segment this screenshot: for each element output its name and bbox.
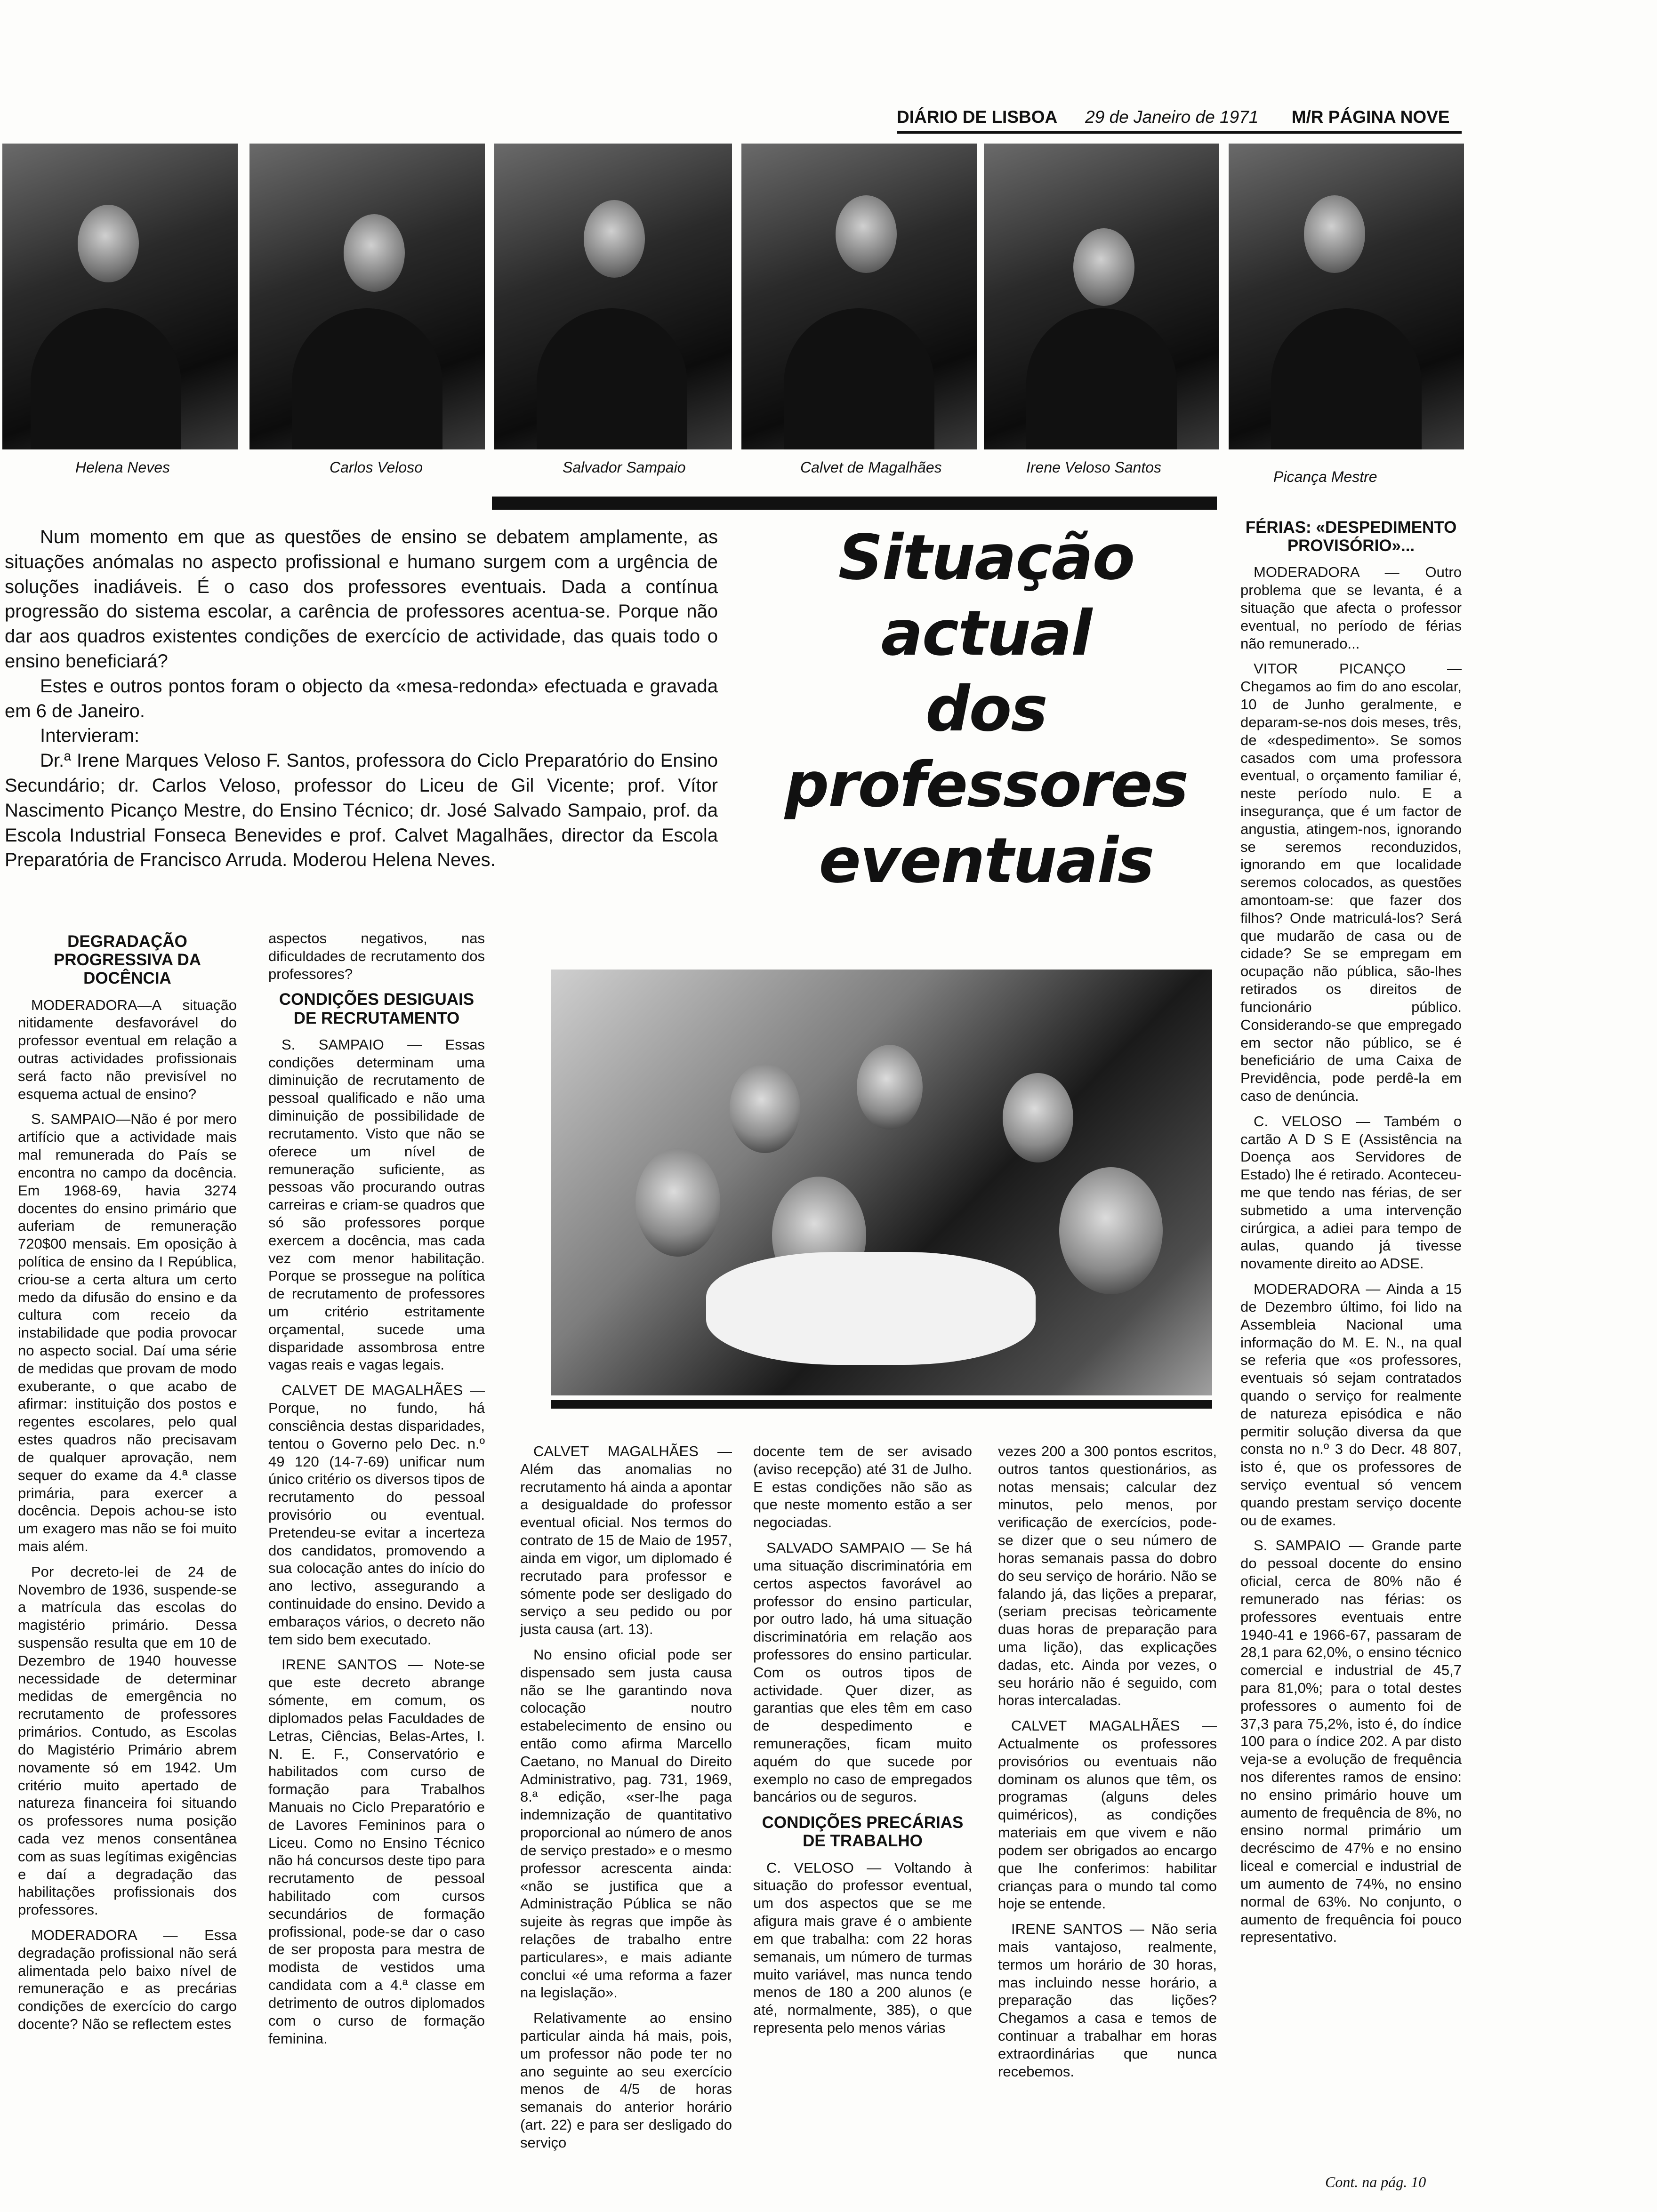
headline-line: actual — [881, 597, 1092, 670]
photo-caption: Calvet de Magalhães — [800, 459, 942, 476]
newspaper-name: DIÁRIO DE LISBOA — [897, 107, 1057, 127]
paragraph: VITOR PICANÇO — Chegamos ao fim do ano escolar, 10 de Junho geralmente, e deparam-se-nos dois meses, três, de «despedimento». Se somos casados com uma professora eventual, o orçamento familiar é, neste período nulo. E a insegurança, que é um factor de angustia, atingem-nos, ignorando se seremos reconduzidos, ignorando em que localidade seremos colocados, as questões amontoam-se: que fazer dos filhos? Onde matriculá-los? Será que mudarão de casa ou de cidade? Se se empregam em ocupação não pública, são-lhes retirados os direitos de funcionário público. Considerando-se que empregado em sector não público, se é beneficiário de uma Caixa de Previdência, pode perdê-la em caso de denúncia. — [1240, 660, 1462, 1104]
headline-line: Situação — [838, 521, 1134, 594]
paragraph: IRENE SANTOS — Note-se que este decreto abrange sómente, em comum, os diplomados pelas Faculdades de Letras, Ciências, Belas-Artes, I. N. E. F., Conservatório e habilitados com curso de formação para Trabalhos Manuais no Ciclo Preparatório e de Lavores Femininos para o Liceu. Como no Ensino Técnico não há concursos deste tipo para recrutamento de pessoal habilitado com cursos secundários de formação profissional, pode-se dar o caso de ser proposta para mestra de modista de vestidos uma candidata com a 4.ª classe em detrimento de outros diplomados com o curso de formação feminina. — [268, 1656, 485, 2047]
intro-paragraph: Intervieram: — [40, 725, 140, 746]
photo-rule — [551, 1400, 1212, 1409]
section-heading: CONDIÇÕES PRECÁRIAS DE TRABALHO — [762, 1813, 964, 1851]
column-2 — [268, 930, 485, 2055]
photo-caption: Irene Veloso Santos — [1026, 459, 1161, 476]
section-heading: CONDIÇÕES DESIGUAIS DE RECRUTAMENTO — [279, 990, 475, 1027]
paragraph: S. SAMPAIO—Não é por mero artifício que a actividade mais mal remunerada do País se encontra no campo da docência. Em 1968-69, havia 3274 docentes do ensino primário que auferiam de remuneração 720$00 mensais. Em oposição à política de ensino da I República, criou-se a certa altura um certo medo da difusão do ensino e da cultura com receio da instabilidade que podia provocar no aspecto social. Daí uma série de medidas que provam de modo exuberante, o que acabo de afirmar: instituição dos postos e regentes escolares, pelo qual estes quadros não precisavam de qualquer aprovação, nem sequer do exame da 4.ª classe primária, para exercer a docência. Depois achou-se isto um exagero mas não se foi muito mais além. — [18, 1111, 237, 1555]
intro-paragraph: Dr.ª Irene Marques Veloso F. Santos, professora do Ciclo Preparatório do Ensino Secundário; dr. Carlos Veloso, professor do Liceu de Gil Vicente; prof. Vítor Nascimento Picanço Mestre, do Ensino Técnico; dr. José Salvado Sampaio, prof. da Escola Industrial Fonseca Benevides e prof. Calvet Magalhães, director da Escola Preparatória de Francisco Arruda. Moderou Helena Neves. — [5, 750, 718, 871]
paragraph: CALVET DE MAGALHÃES — Porque, no fundo, há consciência destas disparidades, tentou o Governo pelo Dec. n.º 49 120 (14-7-69) unificar num único critério os diversos tipos de recrutamento do pessoal provisório ou eventual. Pretendeu-se evitar a incerteza dos candidatos, promovendo a sua colocação antes do início do ano lectivo, assegurando a continuidade do ensino. Devido a embaraços vários, o decreto não tem sido bem executado. — [268, 1382, 485, 1648]
photo-caption: Carlos Veloso — [330, 459, 423, 476]
paragraph: C. VELOSO — Voltando à situação do professor eventual, um dos aspectos que se me afigura mais grave é o ambiente em que trabalha: com 22 horas semanais, um número de turmas muito variável, mas nunca tendo menos de 180 a 200 alunos (e até, normalmente, 385), o que representa pelo menos várias — [753, 1859, 972, 2036]
intro-paragraph: Num momento em que as questões de ensino se debatem amplamente, as situações anómalas no aspecto profissional e humano surgem com a urgência de soluções inadiáveis. É o caso dos professores eventuais. Dada a contínua progressão do sistema escolar, a carência de professores acentua-se. Porque não dar aos quadros existentes condições de exercício de actividade, das quais todo o ensino beneficiará? — [5, 527, 718, 672]
continuation-note: Cont. na pág. 10 — [1325, 2173, 1426, 2190]
portrait-photo-1 — [2, 144, 238, 449]
paragraph: MODERADORA — Essa degradação profissional não será alimentada pelo baixo nível de remuneração e as precárias condições de exercício do cargo docente? Não se reflectem estes — [18, 1927, 237, 2033]
paragraph: Relativamente ao ensino particular ainda há mais, pois, um professor não pode ter no ano seguinte ao seu exercício menos de 4/5 de horas semanais do anterior horário (art. 22) e para ser desligado do serviço — [520, 2010, 732, 2151]
headline-line: eventuais — [819, 825, 1154, 898]
paragraph: C. VELOSO — Também o cartão A D S E (Assistência na Doença aos Servidores de Estado) lhe é retirado. Aconteceu-me que tendo nas férias, de ser submetido a uma intervenção cirúrgica, a adiei para tempo de aulas, quando já tivesse novamente direito ao ADSE. — [1240, 1113, 1462, 1272]
headline — [734, 520, 1238, 899]
paragraph: CALVET MAGALHÃES — Actualmente os professores provisórios ou eventuais não dominam os alunos que têm, os programas (alguns deles quiméricos), as condições materiais em que vivem e não podem ser obrigados ao encargo que lhe conferimos: habilitar crianças para o mundo tal como hoje se entende. — [998, 1717, 1217, 1912]
portrait-photo-6 — [1229, 144, 1464, 449]
paragraph: vezes 200 a 300 pontos escritos, outros tantos questionários, as notas mensais; calcular dez minutos, pelo menos, por verificação de exercícios, pode-se dizer que o seu número de horas semanais passa do dobro do seu serviço de horário. Não se falando já, das lições a preparar, (seriam precisas teòricamente duas horas de preparação para uma lição), das explicações dadas, etc. Ainda por vezes, o seu horário não é seguido, com horas intercaladas. — [998, 1443, 1217, 1709]
column-6 — [1240, 515, 1462, 1954]
paragraph: S. SAMPAIO — Essas condições determinam uma diminuição de recrutamento de pessoal qualificado e não uma diminuição de possibilidade de recrutamento. Visto que não se oferece um nível de remuneração suficiente, as pessoas vão procurando outras carreiras e criam-se quadros que só são professores porque exercem a docência, mas cada vez com menor habilitação. Porque se prossegue na política de recrutamento de professores um critério estritamente orçamental, sucede uma disparidade assombrosa entre vagas reais e vagas legais. — [268, 1036, 485, 1373]
paragraph: No ensino oficial pode ser dispensado sem justa causa não se lhe garantindo nova colocação noutro estabelecimento de ensino ou então como afirma Marcello Caetano, no Manual do Direito Administrativo, pag. 731, 1969, 8.ª edição, «ser-lhe paga indemnização de quantitativo proporcional ao número de anos de serviço prestado» e o mesmo professor acrescenta ainda: «não se justifica que a Administração Pública se não sujeite às regras que impõe às relações de trabalho entre particulares», e mais adiante conclui «é uma reforma a fazer na legislação». — [520, 1646, 732, 2001]
paragraph: SALVADO SAMPAIO — Se há uma situação discriminatória em certos aspectos favorável ao professor do ensino particular, por outro lado, há uma situação discriminatória em relação aos professores do ensino particular. Com os outros tipos de actividade. Quer dizer, as garantias que eles têm em caso de despedimento e remunerações, ficam muito aquém do que sucede por exemplo no caso de empregados bancários ou de seguros. — [753, 1539, 972, 1805]
roundtable-photo — [551, 970, 1212, 1395]
paragraph: docente tem de ser avisado (aviso recepção) até 31 de Julho. E estas condições não são as que neste momento estão a ser negociadas. — [753, 1443, 972, 1531]
portrait-photo-2 — [249, 144, 485, 449]
photo-caption: Helena Neves — [75, 459, 170, 476]
headline-line: dos professores — [784, 673, 1188, 822]
photo-caption: Salvador Sampaio — [563, 459, 686, 476]
title-rule — [492, 497, 1217, 510]
paragraph: CALVET MAGALHÃES — Além das anomalias no recrutamento há ainda a apontar a desigualdade do professor eventual oficial. Nos termos do contrato de 15 de Maio de 1957, ainda em vigor, um diplomado é recrutado para professor e sómente pode ser desligado do serviço a seu pedido ou por justa causa (art. 13). — [520, 1443, 732, 1638]
section-heading: DEGRADAÇÃO PROGRESSIVA DA DOCÊNCIA — [53, 932, 201, 988]
section-heading: FÉRIAS: «DESPEDIMENTO PROVISÓRIO»... — [1245, 518, 1457, 555]
paragraph: MODERADORA—A situação nitidamente desfavorável do professor eventual em relação a outras actividades profissionais será facto não previsível no esquema actual de ensino? — [18, 996, 237, 1102]
intro-paragraph: Estes e outros pontos foram o objecto da «mesa-redonda» efectuada e gravada em 6 de Janeiro. — [5, 675, 718, 721]
photo-caption: Picança Mestre — [1273, 468, 1377, 485]
paragraph: IRENE SANTOS — Não seria mais vantajoso, realmente, termos um horário de 30 horas, mas incluindo nesse horário, a preparação das lições? Chegamos a casa e temos de continuar a trabalhar em horas extraordinárias que nunca recebemos. — [998, 1921, 1217, 2080]
article-intro — [5, 525, 718, 873]
paragraph: MODERADORA — Outro problema que se levanta, é a situação que afecta o professor eventual, no período de férias não remunerado... — [1240, 564, 1462, 652]
portrait-photo-5 — [984, 144, 1219, 449]
column-1 — [18, 930, 237, 2041]
paragraph: S. SAMPAIO — Grande parte do pessoal docente do ensino oficial, cerca de 80% não é remunerado nas férias: os professores eventuais entre 1940-41 e 1966-67, passaram de 28,1 para 62,0%, o ensino técnico comercial e industrial de 45,7 para 81,0%; para o total destes professores o aumento foi de 37,3 para 75,2%, isto é, do índice 100 para o índice 202. A par disto veja-se a evolução de frequência nos diferentes ramos de ensino: no ensino primário houve um aumento de frequência de 8%, no ensino normal primário um decréscimo de 47% e no ensino liceal e comercial e industrial de um aumento de 74%, no ensino normal de 63%. No conjunto, o aumento de frequência foi pouco representativo. — [1240, 1537, 1462, 1946]
column-4 — [753, 1443, 972, 2044]
page-label: M/R PÁGINA NOVE — [1291, 107, 1450, 127]
paragraph: Por decreto-lei de 24 de Novembro de 1936, suspende-se a matrícula das escolas do magistério primário. Dessa suspensão resulta que em 10 de Dezembro de 1940 houvesse necessidade de determinar medidas de emergência no recrutamento de professores primários. Contudo, as Escolas do Magistério Primário abrem novamente só em 1942. Um critério muito apertado de natureza financeira foi situando os professores numa posição cada vez menos consentânea com as suas legítimas exigências e daí a degradação das habilitações profissionais dos professores. — [18, 1563, 237, 1918]
paragraph: aspectos negativos, nas dificuldades de recrutamento dos professores? — [268, 930, 485, 982]
column-5 — [998, 1443, 1217, 2088]
paragraph: MODERADORA — Ainda a 15 de Dezembro último, foi lido na Assembleia Nacional uma informação do M. E. N., na qual se referia que «os professores, eventuais só sejam contratados quando o serviço for realmente de natureza episódica e não permitir solução diversa da que consta no n.º 3 do Decr. 48 807, isto é, que os professores de serviço eventual só vencem quando prestam serviço docente ou de exames. — [1240, 1281, 1462, 1529]
column-3 — [520, 1443, 732, 2159]
portrait-photo-4 — [741, 144, 977, 449]
issue-date: 29 de Janeiro de 1971 — [1085, 107, 1259, 127]
page-header — [897, 107, 1462, 134]
portrait-photo-3 — [494, 144, 732, 449]
